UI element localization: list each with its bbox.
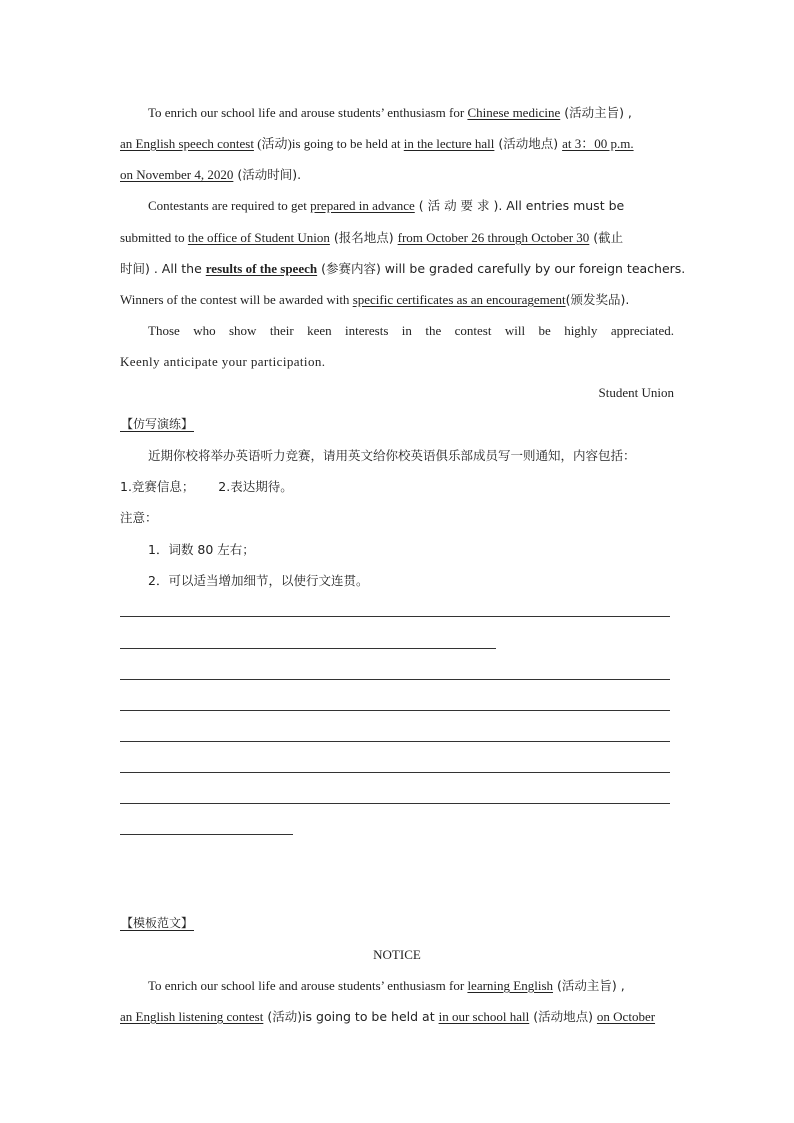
underlined-blank: the office of Student Union bbox=[187, 230, 330, 245]
text: (活动主旨) , bbox=[560, 105, 632, 120]
text: (颁发奖品). bbox=[565, 292, 630, 307]
answer-line[interactable] bbox=[120, 710, 670, 711]
answer-line[interactable] bbox=[120, 648, 496, 649]
underlined-blank: at 3：00 p.m. bbox=[562, 136, 634, 151]
text: 时间) . All the bbox=[120, 261, 206, 276]
sample-p2-line3 bbox=[120, 261, 686, 277]
underlined-blank: from October 26 through October 30 bbox=[397, 230, 590, 245]
practice-items: 1.竞赛信息； 2.表达期待。 bbox=[120, 479, 293, 494]
note-1: 1．词数 80 左右； bbox=[148, 542, 255, 557]
sample-p2-line4 bbox=[120, 292, 674, 308]
signature: Student Union bbox=[598, 385, 674, 400]
answer-line[interactable] bbox=[120, 803, 670, 804]
template-line1 bbox=[148, 978, 674, 994]
answer-line[interactable] bbox=[120, 772, 670, 773]
answer-line[interactable] bbox=[120, 679, 670, 680]
underlined-blank: in the lecture hall bbox=[403, 136, 495, 151]
text: (活动地点) bbox=[494, 136, 563, 151]
underlined-blank: prepared in advance bbox=[310, 198, 415, 213]
sample-p1-line2 bbox=[120, 136, 674, 152]
text: Contestants are required to get bbox=[148, 198, 311, 213]
underlined-blank: on October bbox=[596, 1009, 656, 1024]
underlined-blank: results of the speech bbox=[205, 261, 318, 276]
practice-prompt: 近期你校将举办英语听力竞赛，请用英文给你校英语俱乐部成员写一则通知，内容包括： bbox=[148, 448, 636, 463]
sample-p3-line2: Keenly anticipate your participation. bbox=[120, 354, 326, 369]
text: To enrich our school life and arouse students’ enthusiasm for bbox=[148, 105, 468, 120]
sample-p3-line1: Those who show their keen interests in the contest will be highly appreciated. bbox=[148, 323, 674, 338]
text: (截止 bbox=[589, 230, 624, 245]
sample-p2-line2 bbox=[120, 230, 674, 246]
text: ( 活 动 要 求 ). All entries must be bbox=[414, 198, 625, 213]
note-2: 2．可以适当增加细节，以使行文连贯。 bbox=[148, 573, 369, 588]
notice-title: NOTICE bbox=[373, 947, 421, 962]
answer-line[interactable] bbox=[120, 616, 670, 617]
answer-line[interactable] bbox=[120, 834, 293, 835]
section-tag: 【仿写演练】 bbox=[121, 417, 194, 431]
section-tag: 【模板范文】 bbox=[121, 916, 194, 930]
underlined-blank: specific certificates as an encouragement bbox=[352, 292, 566, 307]
underlined-blank: an English speech contest bbox=[120, 136, 254, 151]
note-label: 注意： bbox=[120, 510, 158, 525]
text: (活动主旨) , bbox=[553, 978, 625, 993]
template-line2 bbox=[120, 1009, 674, 1025]
practice-heading bbox=[120, 416, 674, 432]
underlined-blank: in our school hall bbox=[438, 1009, 530, 1024]
text: (活动时间). bbox=[233, 167, 302, 182]
text: submitted to bbox=[120, 230, 188, 245]
text: (活动)is going to be held at bbox=[253, 136, 404, 151]
text: (活动地点) bbox=[529, 1009, 597, 1024]
text: To enrich our school life and arouse students’ enthusiasm for bbox=[148, 978, 468, 993]
text: (活动)is going to be held at bbox=[263, 1009, 439, 1024]
answer-line[interactable] bbox=[120, 741, 670, 742]
sample-p1-line1 bbox=[148, 105, 674, 121]
text: (参赛内容) will be graded carefully by our foreign teachers. bbox=[317, 261, 686, 276]
underlined-blank: an English listening contest bbox=[120, 1009, 264, 1024]
sample-p1-line3 bbox=[120, 167, 674, 183]
underlined-blank: on November 4, 2020 bbox=[120, 167, 234, 182]
text: Winners of the contest will be awarded with bbox=[120, 292, 353, 307]
template-heading bbox=[120, 915, 674, 931]
text: (报名地点) bbox=[329, 230, 398, 245]
underlined-blank: Chinese medicine bbox=[467, 105, 561, 120]
sample-p2-line1 bbox=[148, 198, 674, 214]
underlined-blank: learning English bbox=[467, 978, 554, 993]
